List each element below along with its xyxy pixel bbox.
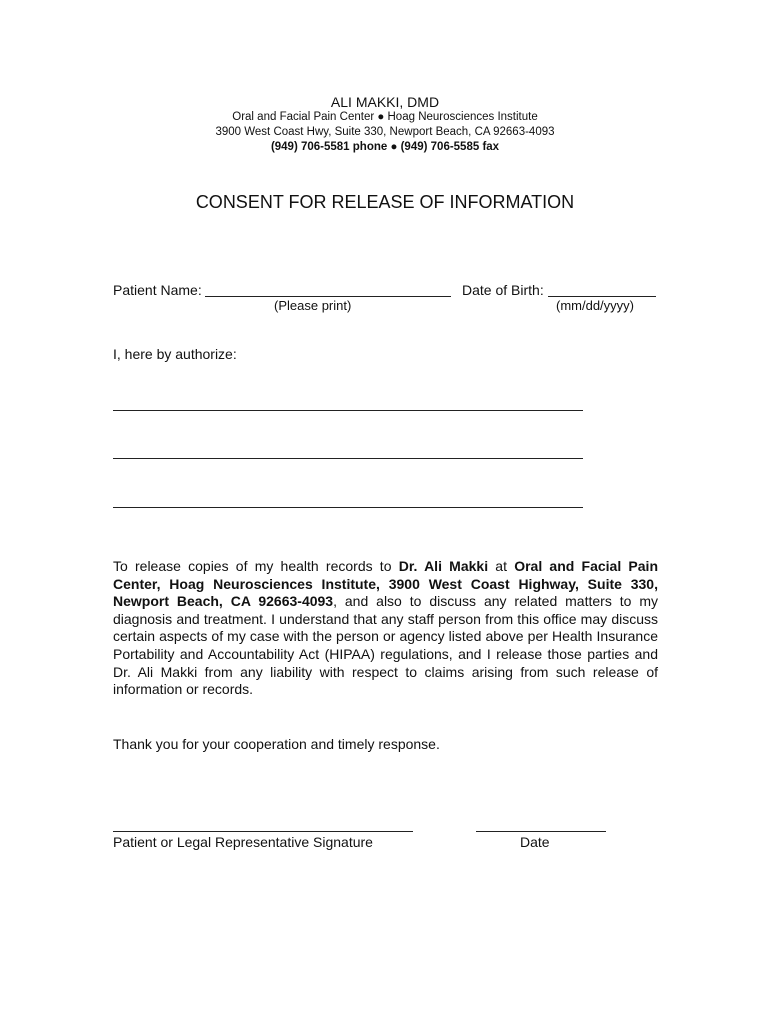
consent-intro: To release copies of my health records to bbox=[113, 558, 399, 574]
clinic-affiliation: Oral and Facial Pain Center ● Hoag Neurosciences Institute bbox=[232, 111, 538, 123]
consent-doctor-name: Dr. Ali Makki bbox=[398, 558, 489, 574]
authorize-label: I, here by authorize: bbox=[113, 346, 237, 362]
consent-clinic: Oral and Facial Pain Center, Hoag Neurosciences Institute, 3900 West Coast Highway, Suite 330, Newport Beach, CA 92663-4093 bbox=[113, 558, 658, 610]
clinic-address: 3900 West Coast Hwy, Suite 330, Newport Beach, CA 92663-4093 bbox=[215, 126, 555, 138]
authorized-party-line-3[interactable] bbox=[113, 507, 583, 508]
date-line[interactable] bbox=[476, 831, 606, 832]
signature-caption: Patient or Legal Representative Signature bbox=[113, 834, 373, 850]
authorized-party-line-1[interactable] bbox=[113, 410, 583, 411]
form-title: CONSENT FOR RELEASE OF INFORMATION bbox=[195, 192, 575, 212]
signature-line[interactable] bbox=[113, 831, 413, 832]
consent-rest: , and also to discuss any related matters to my diagnosis and treatment. I understand that any staff person from this office may discuss certain aspects of my case with the person or agency listed above per Health Insurance Portability and Accountability Act (HIPAA) regulations, and I release those parties and Dr. Ali Makki from any liability with respect to claims arising from such release of information or records. bbox=[113, 593, 658, 698]
doctor-name: ALI MAKKI, DMD bbox=[330, 94, 440, 110]
dob-hint: (mm/dd/yyyy) bbox=[556, 298, 634, 313]
dob-label: Date of Birth: bbox=[462, 282, 544, 298]
consent-at: at bbox=[488, 558, 515, 574]
authorized-party-line-2[interactable] bbox=[113, 458, 583, 459]
clinic-contact: (949) 706-5581 phone ● (949) 706-5585 fax bbox=[270, 141, 500, 153]
patient-name-field[interactable] bbox=[205, 296, 451, 297]
date-caption: Date bbox=[520, 834, 550, 850]
patient-name-label: Patient Name: bbox=[113, 282, 202, 298]
thank-you-note: Thank you for your cooperation and timely response. bbox=[113, 736, 440, 752]
patient-name-hint: (Please print) bbox=[274, 298, 352, 313]
dob-field[interactable] bbox=[548, 296, 656, 297]
consent-paragraph bbox=[113, 558, 658, 699]
